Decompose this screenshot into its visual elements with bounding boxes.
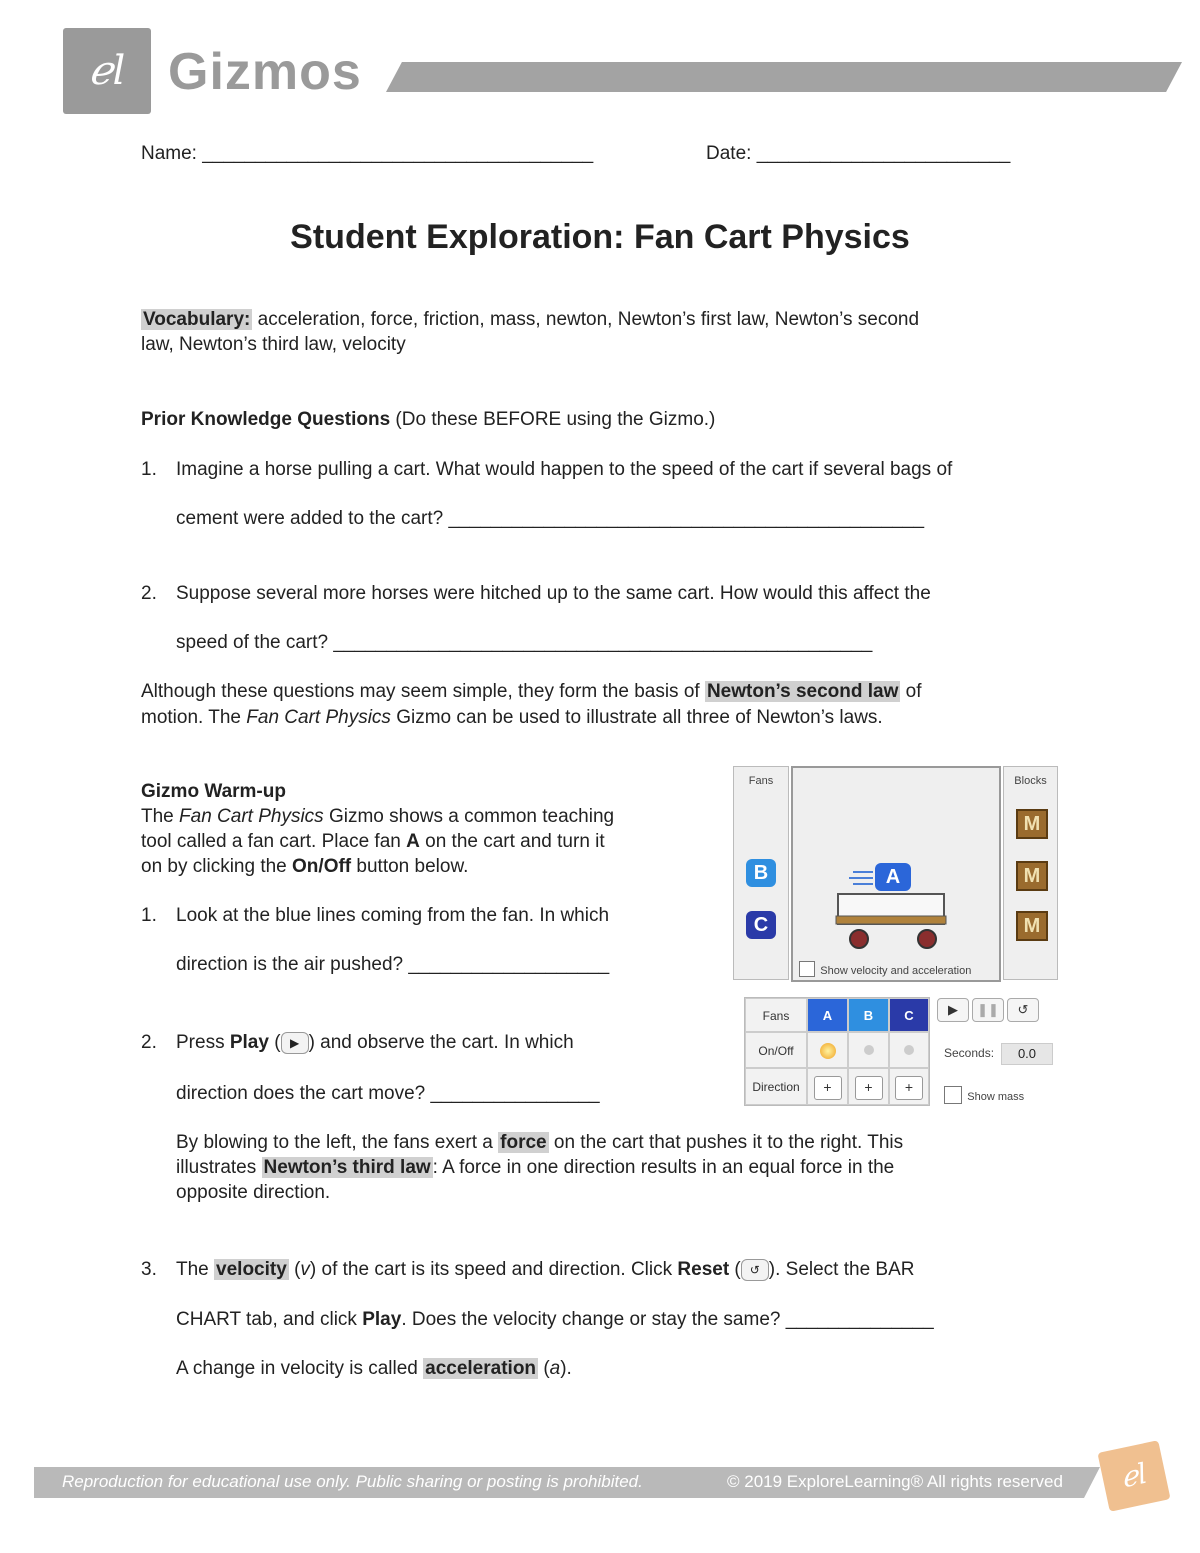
direction-c-button[interactable]: + [895, 1076, 923, 1100]
reset-button-icon: ↺ [1017, 1002, 1029, 1017]
warmup-p2b: : A force in one direction results in an equal force in the [432, 1157, 895, 1178]
fan-b-icon[interactable]: B [746, 859, 776, 887]
warmup-q2-line2[interactable]: direction does the cart move? ________________ [176, 1083, 600, 1104]
cart-base [836, 916, 946, 924]
name-line [141, 143, 593, 165]
warmup-q2b: Play [229, 1032, 269, 1054]
row-label-direction: Direction [745, 1068, 807, 1105]
warmup-q3-l2-play: Play [362, 1309, 402, 1330]
direction-a-button[interactable]: + [814, 1076, 842, 1100]
warmup-line2 [141, 831, 605, 853]
newtons-second-law-term: Newton’s second law [706, 681, 899, 702]
vocabulary-label: Vocabulary: [143, 309, 251, 330]
direction-a-cell [807, 1068, 848, 1105]
warmup-l1i: Fan Cart Physics [179, 806, 324, 827]
reset-icon: ↺ [741, 1259, 769, 1281]
onoff-b-cell[interactable] [848, 1032, 889, 1068]
mass-block-1[interactable]: M [1016, 809, 1048, 839]
onoff-b-light-icon[interactable] [864, 1045, 874, 1055]
show-velocity-row[interactable] [799, 958, 999, 976]
play-button-icon: ▶ [948, 1002, 958, 1017]
name-blank[interactable]: _____________________________________ [202, 143, 594, 164]
warmup-q3-line2[interactable] [176, 1309, 934, 1331]
warmup-q3-l2a: CHART tab, and click [176, 1309, 363, 1330]
warmup-q1-num: 1. [141, 905, 157, 926]
seconds-value: 0.0 [1001, 1043, 1053, 1065]
warmup-l2b: A [406, 831, 420, 852]
show-mass-label: Show mass [967, 1091, 1025, 1103]
onoff-c-cell[interactable] [889, 1032, 929, 1068]
newtons-third-law-term: Newton’s third law [263, 1157, 431, 1178]
fan-a-icon[interactable]: A [875, 863, 911, 891]
page-title: Student Exploration: Fan Cart Physics [290, 218, 910, 256]
prior-heading: Prior Knowledge Questions [141, 409, 391, 430]
velocity-var: v [300, 1259, 310, 1281]
warmup-p2a: illustrates [176, 1157, 262, 1178]
prior-q2-line1: Suppose several more horses were hitched up to the same cart. How would this affect the [176, 583, 931, 604]
acceleration-term: acceleration [425, 1358, 537, 1379]
warmup-q3-line1 [176, 1259, 915, 1281]
warmup-l1a: The [141, 806, 180, 827]
warmup-q3-l3c: ). [560, 1358, 572, 1379]
gizmo-name-italic: Fan Cart Physics [246, 707, 391, 728]
cart-stage [791, 766, 1001, 982]
date-line [706, 143, 1010, 165]
warmup-para-line1 [176, 1132, 903, 1154]
show-mass-row[interactable] [944, 1084, 1024, 1106]
warmup-q3d: ( [729, 1259, 741, 1281]
cart-wheel-left [850, 930, 868, 948]
direction-b-button[interactable]: + [855, 1076, 883, 1100]
warmup-l2a: tool called a fan cart. Place fan [141, 831, 407, 852]
warmup-q2-num: 2. [141, 1032, 157, 1053]
date-label: Date: [706, 143, 752, 164]
warmup-para-line2 [176, 1157, 894, 1179]
warmup-line3 [141, 856, 468, 878]
warmup-q3-line3 [176, 1358, 572, 1380]
show-velocity-checkbox[interactable] [799, 961, 815, 977]
direction-c-cell [889, 1068, 929, 1105]
warmup-q1-line1: Look at the blue lines coming from the fan. In which [176, 905, 610, 926]
vocabulary [141, 307, 1041, 357]
blocks-panel-label: Blocks [1014, 775, 1047, 787]
name-label: Name: [141, 143, 197, 164]
fan-c-icon[interactable]: C [746, 911, 776, 939]
warmup-pa: By blowing to the left, the fans exert a [176, 1132, 499, 1153]
prior-q2-line2[interactable]: speed of the cart? ___________________________________________________ [176, 632, 873, 653]
prior-q1-num: 1. [141, 459, 157, 480]
onoff-c-light-icon[interactable] [904, 1045, 914, 1055]
warmup-q1-line2[interactable]: direction is the air pushed? ___________________ [176, 954, 610, 975]
prior-q1-line1: Imagine a horse pulling a cart. What would happen to the speed of the cart if several bags of [176, 459, 953, 480]
warmup-q3-num: 3. [141, 1259, 157, 1280]
prior-para-line2 [141, 707, 883, 729]
column-b-header: B [848, 998, 889, 1032]
warmup-l3b: On/Off [292, 856, 352, 877]
play-icon: ▶ [281, 1032, 309, 1054]
footer-notice: Reproduction for educational use only. Public sharing or posting is prohibited. [62, 1472, 643, 1491]
direction-b-cell [848, 1068, 889, 1105]
warmup-heading-text: Gizmo Warm-up [141, 781, 286, 802]
prior-subheading: (Do these BEFORE using the Gizmo.) [390, 409, 716, 430]
show-velocity-label: Show velocity and acceleration [820, 965, 972, 977]
footer-logo [1097, 1440, 1170, 1512]
onoff-a-cell[interactable] [807, 1032, 848, 1068]
warmup-q2a: Press [176, 1032, 230, 1054]
warmup-q3-reset: Reset [677, 1259, 730, 1281]
brand-title: Gizmos [168, 43, 362, 101]
cart-wheel-right [918, 930, 936, 948]
gizmos-logo [63, 28, 151, 114]
reset-button[interactable] [1007, 998, 1039, 1022]
fan-control-table [744, 997, 930, 1106]
vocabulary-line2: law, Newton’s third law, velocity [141, 334, 406, 355]
warmup-heading [141, 781, 286, 803]
warmup-l2c: on the cart and turn it [419, 831, 605, 852]
warmup-q3-l2b: . Does the velocity change or stay the same? ______________ [401, 1309, 934, 1330]
play-button[interactable] [937, 998, 969, 1022]
pause-button[interactable] [972, 998, 1004, 1022]
fans-panel [733, 766, 789, 980]
prior-q2-num: 2. [141, 583, 157, 604]
prior-heading-line [141, 409, 715, 431]
acceleration-var: a [549, 1358, 561, 1379]
prior-para2-text-end: Gizmo can be used to illustrate all three of Newton’s laws. [390, 707, 883, 728]
mass-block-3[interactable]: M [1016, 911, 1048, 941]
warmup-q2-line1 [176, 1032, 574, 1054]
force-term: force [500, 1132, 547, 1153]
date-blank[interactable]: ________________________ [756, 143, 1011, 164]
prior-para-text: Although these questions may seem simple, they form the basis of [141, 681, 705, 702]
seconds-label: Seconds: [944, 1046, 995, 1060]
pause-icon: ❚❚ [977, 1002, 999, 1017]
footer-copyright: © 2019 ExploreLearning® All rights reserved [727, 1472, 1063, 1491]
warmup-q3c: ) of the cart is its speed and direction. Click [309, 1259, 678, 1281]
warmup-pb: on the cart that pushes it to the right. This [548, 1132, 904, 1153]
warmup-q3b: ( [288, 1259, 301, 1281]
warmup-para-line3: opposite direction. [176, 1182, 331, 1203]
onoff-a-light-icon[interactable] [820, 1043, 836, 1059]
velocity-term: velocity [216, 1259, 287, 1281]
warmup-q3e: ). Select the BAR [768, 1259, 915, 1281]
show-mass-checkbox[interactable] [944, 1086, 962, 1104]
prior-para-line1 [141, 681, 922, 703]
warmup-q3-l3a: A change in velocity is called [176, 1358, 424, 1379]
explorelearning-logo-icon: ℯl [88, 48, 126, 94]
warmup-l1b: Gizmo shows a common teaching [323, 806, 615, 827]
mass-block-2[interactable]: M [1016, 861, 1048, 891]
table-header-fans: Fans [745, 998, 807, 1032]
warmup-q2d: ) and observe the cart. In which [308, 1032, 574, 1054]
header-bar [386, 62, 1182, 92]
prior-para2-text: motion. The [141, 707, 247, 728]
row-label-onoff: On/Off [745, 1032, 807, 1068]
air-lines [849, 872, 873, 884]
vocabulary-line1: acceleration, force, friction, mass, newton, Newton’s first law, Newton’s second [252, 309, 920, 330]
warmup-q3-l3b: ( [538, 1358, 550, 1379]
prior-q1-line2[interactable]: cement were added to the cart? _____________________________________________ [176, 508, 925, 529]
column-a-header: A [807, 998, 848, 1032]
column-c-header: C [889, 998, 929, 1032]
warmup-l3a: on by clicking the [141, 856, 293, 877]
explorelearning-footer-icon: ℯl [1117, 1456, 1150, 1495]
warmup-l3c: button below. [351, 856, 469, 877]
warmup-q2c: ( [268, 1032, 281, 1054]
warmup-line1 [141, 806, 614, 828]
blocks-panel [1003, 766, 1058, 980]
fans-panel-label: Fans [748, 775, 774, 787]
prior-para-text-end: of [900, 681, 922, 702]
warmup-q3a: The [176, 1259, 215, 1281]
